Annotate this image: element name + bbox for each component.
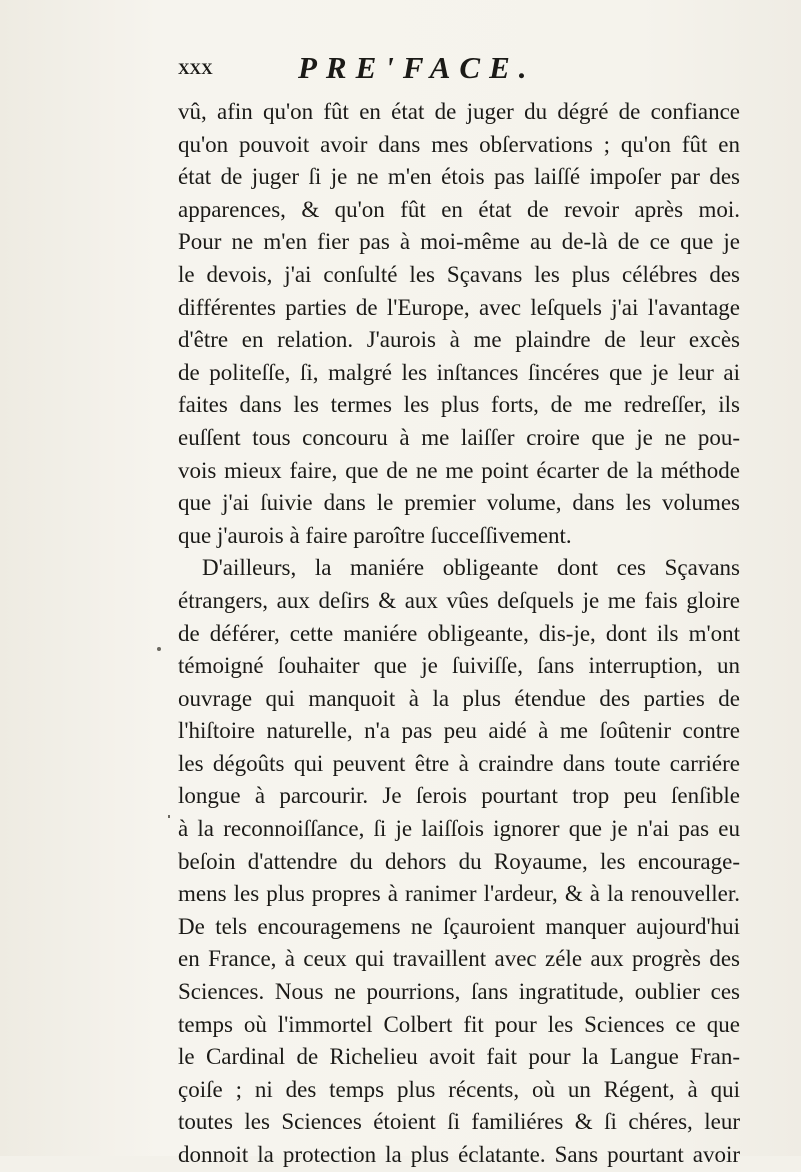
text-line: à la reconnoiſſance, ſi je laiſſois ignorer que je n'ai pas eu: [178, 816, 740, 842]
text-line: en France, à ceux qui travaillent avec zéle aux progrès des: [178, 946, 740, 972]
text-line: donnoit la protection la plus éclatante. Sans pourtant avoir: [178, 1142, 740, 1167]
text-line: le Cardinal de Richelieu avoit fait pour la Langue Fran-: [178, 1044, 740, 1070]
text-line: apparences, & qu'on fût en état de revoir après moi.: [178, 196, 740, 222]
margin-mark: [168, 815, 170, 818]
text-line: beſoin d'attendre du dehors du Royaume, les encourage-: [178, 848, 740, 874]
text-line: que j'aurois à faire paroître ſucceſſivement.: [178, 522, 572, 548]
running-title: PRE'FACE.: [298, 50, 536, 85]
text-line: mens les plus propres à ranimer l'ardeur, & à la renouveller.: [178, 881, 740, 907]
text-line: différentes parties de l'Europe, avec leſquels j'ai l'avantage: [178, 294, 740, 320]
text-line: ouvrage qui manquoit à la plus étendue des parties de: [178, 685, 740, 711]
text-line: état de juger ſi je ne m'en étois pas laiſſé impoſer par des: [178, 164, 740, 190]
text-line: çoiſe ; ni des temps plus récents, où un Régent, à qui: [178, 1076, 740, 1102]
text-line: D'ailleurs, la maniére obligeante dont ces Sçavans: [202, 555, 740, 581]
text-line: De tels encouragemens ne ſçauroient manquer aujourd'hui: [178, 913, 740, 939]
text-line: qu'on pouvoit avoir dans mes obſervations ; qu'on fût en: [178, 131, 740, 157]
text-line: Sciences. Nous ne pourrions, ſans ingratitude, oublier ces: [178, 979, 740, 1005]
page-number: xxx: [178, 54, 213, 79]
text-line: temps où l'immortel Colbert fit pour les Sciences ce que: [178, 1011, 740, 1037]
text-line: étrangers, aux deſirs & aux vûes deſquels je me fais gloire: [178, 587, 740, 613]
text-line: de politeſſe, ſi, malgré les inſtances ſincéres que je leur ai: [178, 359, 740, 385]
text-line: longue à parcourir. Je ſerois pourtant trop peu ſenſible: [178, 783, 740, 809]
text-line: que j'ai ſuivie dans le premier volume, dans les volumes: [178, 490, 740, 516]
text-line: l'hiſtoire naturelle, n'a pas peu aidé à me ſoûtenir contre: [178, 718, 740, 744]
text-line: témoigné ſouhaiter que je ſuiviſſe, ſans interruption, un: [178, 653, 740, 679]
text-line: vû, afin qu'on fût en état de juger du dégré de confiance: [178, 99, 740, 124]
text-line: vois mieux faire, que de ne me point écarter de la méthode: [178, 457, 740, 483]
page-header: [178, 50, 738, 90]
margin-dot: [157, 647, 161, 651]
text-line: de déférer, cette maniére obligeante, dis-je, dont ils m'ont: [178, 620, 740, 646]
text-line: le devois, j'ai conſulté les Sçavans les plus célébres des: [178, 261, 740, 287]
text-line: toutes les Sciences étoient ſi familiéres & ſi chéres, leur: [178, 1109, 740, 1135]
text-line: Pour ne m'en fier pas à moi-même au de-là de ce que je: [178, 229, 740, 255]
body-paragraph: [178, 96, 740, 1172]
text-line: les dégoûts qui peuvent être à craindre dans toute carriére: [178, 750, 740, 776]
text-line: euſſent tous concouru à me laiſſer croire que je ne pou-: [178, 424, 740, 450]
text-line: faites dans les termes les plus forts, de me redreſſer, ils: [178, 392, 740, 418]
text-line: d'être en relation. J'aurois à me plaindre de leur excès: [178, 327, 740, 353]
